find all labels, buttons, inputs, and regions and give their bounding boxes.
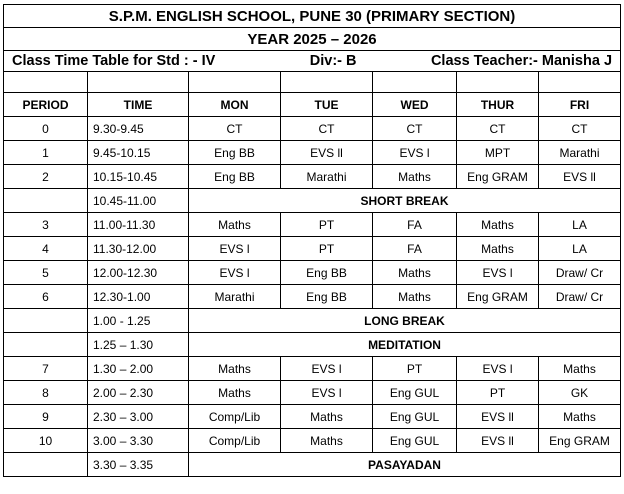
- subject-cell-thur: EVS l: [457, 261, 539, 285]
- subject-cell-thur: Maths: [457, 213, 539, 237]
- timetable: [3, 4, 621, 477]
- break-row: [4, 189, 621, 213]
- col-header-tue: TUE: [281, 93, 373, 117]
- subject-cell-tue: PT: [281, 237, 373, 261]
- break-label: LONG BREAK: [189, 309, 621, 333]
- subject-cell-thur: EVS ll: [457, 405, 539, 429]
- subject-cell-fri: GK: [539, 381, 621, 405]
- subject-cell-fri: CT: [539, 117, 621, 141]
- time-cell: 2.30 – 3.00: [88, 405, 189, 429]
- time-cell: 1.30 – 2.00: [88, 357, 189, 381]
- subject-cell-tue: PT: [281, 213, 373, 237]
- period-row: [4, 141, 621, 165]
- period-cell: 5: [4, 261, 88, 285]
- period-row: [4, 237, 621, 261]
- subject-cell-mon: EVS l: [189, 261, 281, 285]
- subject-cell-mon: Eng BB: [189, 141, 281, 165]
- period-cell: 0: [4, 117, 88, 141]
- subject-cell-fri: EVS ll: [539, 165, 621, 189]
- period-cell: 8: [4, 381, 88, 405]
- timetable-sheet: [3, 4, 620, 477]
- time-cell: 3.00 – 3.30: [88, 429, 189, 453]
- period-cell: 7: [4, 357, 88, 381]
- period-row: [4, 117, 621, 141]
- subject-cell-wed: Maths: [373, 285, 457, 309]
- column-header-row: [4, 93, 621, 117]
- subject-cell-fri: Maths: [539, 405, 621, 429]
- break-row: [4, 453, 621, 477]
- period-row: [4, 213, 621, 237]
- period-cell: [4, 309, 88, 333]
- period-row: [4, 405, 621, 429]
- subject-cell-thur: Eng GRAM: [457, 165, 539, 189]
- period-row: [4, 285, 621, 309]
- subject-cell-fri: Draw/ Cr: [539, 261, 621, 285]
- subject-cell-thur: EVS l: [457, 357, 539, 381]
- subject-cell-fri: Marathi: [539, 141, 621, 165]
- subject-cell-wed: Eng GUL: [373, 381, 457, 405]
- period-cell: 6: [4, 285, 88, 309]
- time-cell: 12.30-1.00: [88, 285, 189, 309]
- period-row: [4, 357, 621, 381]
- subject-cell-tue: EVS ll: [281, 141, 373, 165]
- subject-cell-tue: Eng BB: [281, 285, 373, 309]
- subject-cell-mon: Maths: [189, 357, 281, 381]
- break-row: [4, 309, 621, 333]
- subject-cell-thur: MPT: [457, 141, 539, 165]
- subject-cell-wed: CT: [373, 117, 457, 141]
- subject-cell-tue: Maths: [281, 405, 373, 429]
- subject-cell-mon: Comp/Lib: [189, 429, 281, 453]
- subject-cell-tue: Eng BB: [281, 261, 373, 285]
- period-row: [4, 261, 621, 285]
- break-label: SHORT BREAK: [189, 189, 621, 213]
- subject-cell-thur: Maths: [457, 237, 539, 261]
- period-cell: 3: [4, 213, 88, 237]
- subject-cell-thur: Eng GRAM: [457, 285, 539, 309]
- col-header-thur: THUR: [457, 93, 539, 117]
- subject-cell-mon: CT: [189, 117, 281, 141]
- standard-label: Class Time Table for Std : - IV: [12, 53, 216, 69]
- period-row: [4, 429, 621, 453]
- division-label: Div:- B: [309, 53, 357, 69]
- subject-cell-mon: Marathi: [189, 285, 281, 309]
- period-cell: 2: [4, 165, 88, 189]
- col-header-wed: WED: [373, 93, 457, 117]
- col-header-time: TIME: [88, 93, 189, 117]
- time-cell: 1.00 - 1.25: [88, 309, 189, 333]
- period-cell: 1: [4, 141, 88, 165]
- period-row: [4, 381, 621, 405]
- subject-cell-wed: FA: [373, 237, 457, 261]
- subject-cell-thur: CT: [457, 117, 539, 141]
- period-cell: 4: [4, 237, 88, 261]
- period-cell: 9: [4, 405, 88, 429]
- col-header-fri: FRI: [539, 93, 621, 117]
- subject-cell-fri: Eng GRAM: [539, 429, 621, 453]
- period-cell: [4, 453, 88, 477]
- period-row: [4, 165, 621, 189]
- time-cell: 9.30-9.45: [88, 117, 189, 141]
- subject-cell-tue: Marathi: [281, 165, 373, 189]
- subject-cell-wed: FA: [373, 213, 457, 237]
- period-cell: [4, 189, 88, 213]
- subject-cell-tue: EVS l: [281, 357, 373, 381]
- time-cell: 9.45-10.15: [88, 141, 189, 165]
- col-header-mon: MON: [189, 93, 281, 117]
- col-header-period: PERIOD: [4, 93, 88, 117]
- time-cell: 3.30 – 3.35: [88, 453, 189, 477]
- subject-cell-mon: Maths: [189, 213, 281, 237]
- subject-cell-tue: EVS l: [281, 381, 373, 405]
- time-cell: 10.15-10.45: [88, 165, 189, 189]
- subject-cell-fri: Draw/ Cr: [539, 285, 621, 309]
- subject-cell-wed: EVS l: [373, 141, 457, 165]
- year-row: [4, 28, 621, 51]
- time-cell: 10.45-11.00: [88, 189, 189, 213]
- time-cell: 12.00-12.30: [88, 261, 189, 285]
- break-label: PASAYADAN: [189, 453, 621, 477]
- subject-cell-wed: Eng GUL: [373, 405, 457, 429]
- subject-cell-thur: PT: [457, 381, 539, 405]
- period-cell: [4, 333, 88, 357]
- subject-cell-fri: Maths: [539, 357, 621, 381]
- subject-cell-mon: Eng BB: [189, 165, 281, 189]
- subject-cell-thur: EVS ll: [457, 429, 539, 453]
- subject-cell-wed: Maths: [373, 261, 457, 285]
- class-info-row: [4, 51, 621, 72]
- subject-cell-tue: CT: [281, 117, 373, 141]
- subject-cell-mon: Maths: [189, 381, 281, 405]
- break-row: [4, 333, 621, 357]
- blank-row: [4, 72, 621, 93]
- period-cell: 10: [4, 429, 88, 453]
- subject-cell-fri: LA: [539, 237, 621, 261]
- time-cell: 11.30-12.00: [88, 237, 189, 261]
- break-label: MEDITATION: [189, 333, 621, 357]
- class-teacher-label: Class Teacher:- Manisha J: [430, 53, 613, 69]
- time-cell: 2.00 – 2.30: [88, 381, 189, 405]
- subject-cell-mon: Comp/Lib: [189, 405, 281, 429]
- academic-year: YEAR 2025 – 2026: [4, 28, 621, 51]
- subject-cell-fri: LA: [539, 213, 621, 237]
- time-cell: 11.00-11.30: [88, 213, 189, 237]
- school-title-row: [4, 5, 621, 28]
- subject-cell-wed: PT: [373, 357, 457, 381]
- time-cell: 1.25 – 1.30: [88, 333, 189, 357]
- subject-cell-wed: Maths: [373, 165, 457, 189]
- school-title: S.P.M. ENGLISH SCHOOL, PUNE 30 (PRIMARY SECTION): [4, 5, 621, 28]
- subject-cell-tue: Maths: [281, 429, 373, 453]
- subject-cell-wed: Eng GUL: [373, 429, 457, 453]
- subject-cell-mon: EVS l: [189, 237, 281, 261]
